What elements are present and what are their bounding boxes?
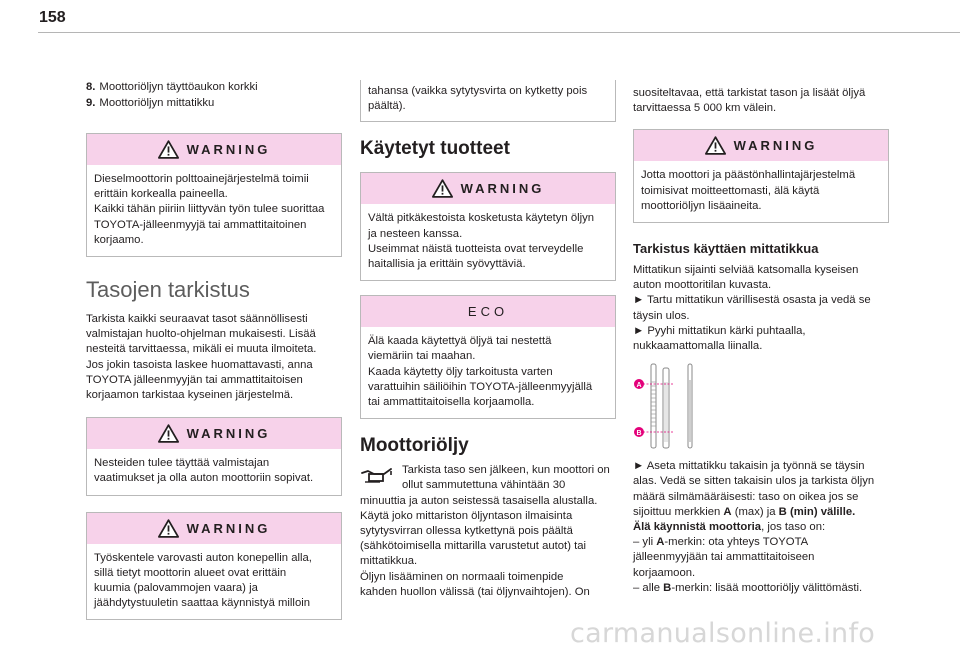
warning-header	[87, 513, 341, 544]
watermark: carmanualsonline.info	[570, 618, 876, 649]
warning-box	[86, 512, 342, 621]
warning-text: Työskentele varovasti auton konepellin alla, sillä tietyt moottorin alueet ovat erittäin kuumia (palovammojen vaara) ja jäähdytystuuletin saattaa käynnistyä milloin	[94, 551, 312, 610]
warning-triangle-icon	[158, 424, 179, 443]
warning-triangle-icon	[158, 519, 179, 538]
warning-triangle-icon	[432, 179, 453, 198]
dipstick-after-text: ► Aseta mittatikku takaisin ja työnnä se täysin alas. Vedä se sitten takaisin ulos ja tarkista öljyn määrä silmämääräisesti: taso on oikea jos se sijoittuu merkkien A (max) ja B (min) välille. Älä käynnistä moottoria, jos taso on: – yli A-merkin: ota yhteys TOYOTA jälleenmyyjään tai ammattitaitoiseen korjaamoon. – alle B-merkin: lisää moottoriöljy välittömästi.	[633, 460, 875, 594]
warning-header	[87, 418, 341, 449]
numbered-list	[86, 80, 342, 111]
warning-box	[360, 172, 616, 281]
warning-text: Jotta moottori ja päästönhallintajärjestelmä toimisivat moitteettomasti, älä käytä moottoriöljyn lisäaineita.	[641, 169, 856, 212]
oil-first-text: Tarkista taso sen jälkeen, kun moottori on ollut sammutettuna vähintään 30	[402, 464, 610, 492]
list-item: 8. Moottoriöljyn täyttöaukon korkki	[86, 81, 258, 93]
dipstick-diagram	[633, 362, 793, 450]
warning-header	[634, 130, 888, 161]
warning-triangle-icon	[705, 136, 726, 155]
warning-header	[361, 173, 615, 204]
warning-text: Dieselmoottorin polttoainejärjestelmä toimii erittäin korkealla paineella. Kaikki tähän piiriin liittyvän työn tulee suorittaa TOYOTA-jälleenmyyjä tai ammattitaitoinen korjaamo.	[94, 173, 325, 246]
oil-title: Moottoriöljy	[360, 435, 469, 457]
column-3	[633, 80, 889, 596]
warning-triangle-icon	[158, 140, 179, 159]
section-text: Tarkista kaikki seuraavat tasot säännöllisesti valmistajan huolto-ohjelman mukaisesti. Lisää nesteitä tarvittaessa, mikäli ei muuta ilmoiteta. Jos jokin tasoista laskee huomattavasti, anna TOYOTA jälleenmyyjän tai ammattitaitoisen korjaamon tarkistaa kyseinen järjestelmä.	[86, 313, 317, 402]
warning-text: Vältä pitkäkestoista kosketusta käytetyn öljyn ja nesteen kanssa. Useimmat näistä tuotteista ovat terveydelle haitallisia ja erittäin syövyttäviä.	[368, 212, 595, 271]
warning-box	[86, 417, 342, 495]
warning-box	[86, 133, 342, 257]
list-item: 9. Moottoriöljyn mittatikku	[86, 96, 215, 109]
oil-can-icon	[360, 465, 394, 487]
section-title: Tasojen tarkistus	[86, 277, 250, 303]
dipstick-text: Mittatikun sijainti selviää katsomalla kyseisen auton moottoritilan kuvasta. ► Tartu mittatikun värillisestä osasta ja vedä se täysin ulos. ► Pyyhi mittatikun kärki puhtaalla, nukkaamattomalla liinalla.	[633, 264, 871, 353]
warning-text: Nesteiden tulee täyttää valmistajan vaatimukset ja olla auton moottoriin sopivat.	[94, 457, 314, 485]
warning-label: WARNING	[186, 426, 271, 442]
warning-label: WARNING	[733, 138, 818, 154]
marker-b-label: B	[636, 430, 642, 438]
warning-label: WARNING	[186, 520, 271, 536]
oil-text: minuuttia ja auton seistessä tasaisella alustalla. Käytä joko mittariston öljyntason ilmaisinta sytytysvirran ollessa kytkettynä pois päältä (sähkötoimisella mittarilla varustetut autot) tai mittatikkua. Öljyn lisääminen on normaali toimenpide kahden huollon välissä (tai öljynvaihtojen). On	[360, 494, 598, 598]
warning-continued-text: tahansa (vaikka sytytysvirta on kytketty pois päältä).	[368, 85, 588, 113]
warning-box	[633, 129, 889, 223]
eco-box	[360, 295, 616, 419]
marker-a-label: A	[636, 382, 642, 390]
oil-intro	[360, 463, 616, 493]
dipstick-title: Tarkistus käyttäen mittatikkua	[633, 241, 819, 257]
warning-label: WARNING	[186, 142, 271, 157]
warning-continued-box	[360, 80, 616, 122]
warning-label: WARNING	[460, 181, 545, 197]
eco-text: Älä kaada käytettyä öljyä tai nestettä viemäriin tai maahan. Kaada käytetty öljy tarkoitusta varten varattuihin säiliöihin TOYOTA-jälleenmyyjällä tai ammattitaitoisella korjaamolla.	[368, 335, 593, 409]
header-rule	[38, 32, 960, 33]
column-1	[86, 80, 342, 620]
eco-label: ECO	[467, 304, 509, 320]
products-title: Käytetyt tuotteet	[360, 138, 510, 160]
column-2	[360, 80, 616, 600]
page-number: 158	[39, 9, 66, 26]
oil-continued-text: suositeltavaa, että tarkistat tason ja lisäät öljyä tarvittaessa 5 000 km välein.	[633, 87, 866, 115]
warning-header	[87, 134, 341, 165]
eco-header	[361, 296, 615, 327]
